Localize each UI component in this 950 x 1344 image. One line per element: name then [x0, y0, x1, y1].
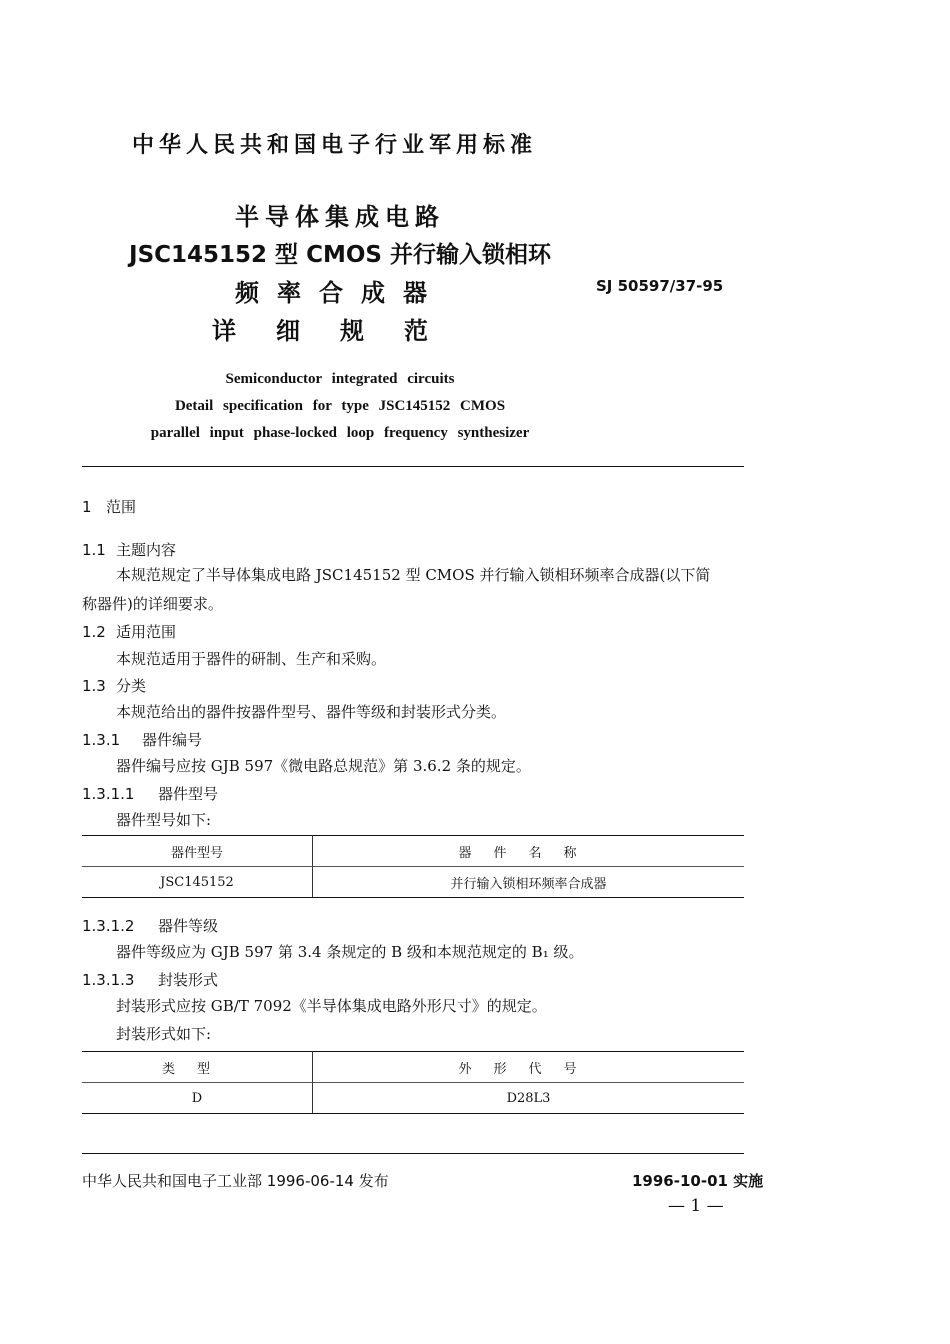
section-number: 1.3.1.3: [82, 971, 135, 989]
section-1-3-1-heading: [82, 729, 202, 750]
section-1-1-heading: [82, 539, 176, 560]
package-table: [82, 1051, 744, 1114]
section-title: 器件编号: [142, 731, 203, 749]
table-row: [82, 867, 744, 898]
section-number: 1.1: [82, 541, 106, 559]
cell-device-name: 并行输入锁相环频率合成器: [313, 867, 745, 898]
section-1-heading: [82, 496, 136, 517]
footer-divider: [82, 1153, 744, 1154]
table-header-row: [82, 1052, 744, 1083]
paragraph-1-2: 本规范适用于器件的研制、生产和采购。: [116, 650, 387, 668]
section-title: 封装形式: [158, 971, 219, 989]
implementation-date: 1996-10-01 实施: [632, 1172, 764, 1190]
table-header-row: [82, 836, 744, 867]
standard-category-header: 中华人民共和国电子行业军用标准: [132, 133, 538, 158]
section-1-3-1-3-heading: [82, 969, 218, 990]
english-title: [90, 366, 590, 447]
paragraph-1-3-1-3-line-2: 封装形式如下:: [116, 1025, 212, 1043]
section-title: 器件等级: [158, 917, 219, 935]
section-title: 分类: [116, 677, 147, 695]
standard-number: SJ 50597/37-95: [596, 277, 724, 295]
header-package-type: 类型: [82, 1052, 313, 1083]
section-1-3-1-1-heading: [82, 783, 218, 804]
paragraph-1-3: 本规范给出的器件按器件型号、器件等级和封装形式分类。: [116, 703, 507, 721]
english-title-line-1: Semiconductor integrated circuits: [225, 371, 455, 387]
cell-package-type: D: [82, 1083, 313, 1114]
section-number: 1.3.1.1: [82, 785, 135, 803]
section-number: 1: [82, 498, 92, 516]
title-line-2: JSC145152 型 CMOS 并行输入锁相环: [129, 242, 551, 268]
title-divider: [82, 466, 744, 467]
section-number: 1.3: [82, 677, 106, 695]
english-title-line-2: Detail specification for type JSC145152 CMOS: [174, 398, 506, 414]
header-device-model: 器件型号: [82, 836, 313, 867]
section-number: 1.3.1: [82, 731, 121, 749]
cell-device-model: JSC145152: [82, 867, 313, 898]
publish-info: 中华人民共和国电子工业部 1996-06-14 发布: [82, 1172, 389, 1190]
section-title: 主题内容: [116, 541, 177, 559]
paragraph-1-3-1: 器件编号应按 GJB 597《微电路总规范》第 3.6.2 条的规定。: [116, 757, 531, 775]
section-1-3-heading: [82, 675, 146, 696]
cell-outline-code: D28L3: [313, 1083, 745, 1114]
table-row: [82, 1083, 744, 1114]
paragraph-1-3-1-1: 器件型号如下:: [116, 811, 212, 829]
paragraph-1-3-1-2: 器件等级应为 GJB 597 第 3.4 条规定的 B 级和本规范规定的 B₁ 级。: [116, 943, 584, 961]
device-model-table: [82, 835, 744, 898]
english-title-line-3: parallel input phase-locked loop frequency synthesizer: [150, 425, 530, 441]
title-line-1: 半导体集成电路: [235, 203, 445, 231]
section-number: 1.3.1.2: [82, 917, 135, 935]
section-number: 1.2: [82, 623, 106, 641]
title-line-3: 频率合成器: [235, 279, 445, 307]
paragraph-1-1-line-2: 称器件)的详细要求。: [82, 595, 223, 613]
paragraph-1-1-line-1: 本规范规定了半导体集成电路 JSC145152 型 CMOS 并行输入锁相环频率合成器(以下简: [116, 566, 711, 584]
section-1-2-heading: [82, 621, 176, 642]
document-title: [120, 198, 560, 350]
section-title: 适用范围: [116, 623, 177, 641]
section-title: 范围: [106, 498, 137, 516]
title-line-4: 详细规范: [212, 317, 468, 345]
paragraph-1-3-1-3-line-1: 封装形式应按 GB/T 7092《半导体集成电路外形尺寸》的规定。: [116, 997, 547, 1015]
header-device-name: 器件名称: [313, 836, 745, 867]
page-number: — 1 —: [668, 1196, 724, 1216]
section-title: 器件型号: [158, 785, 219, 803]
header-outline-code: 外形代号: [313, 1052, 745, 1083]
section-1-3-1-2-heading: [82, 915, 218, 936]
